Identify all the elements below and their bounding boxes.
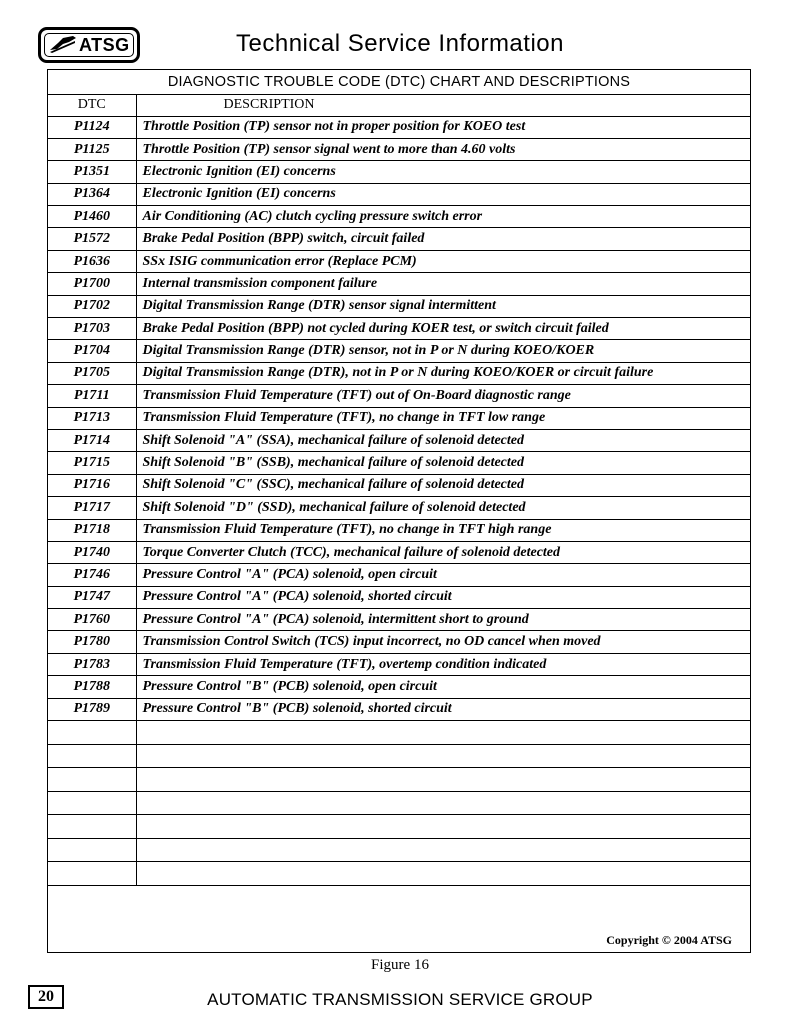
page-title: Technical Service Information: [236, 30, 564, 57]
table-row: [48, 206, 750, 228]
dtc-description-cell: Internal transmission component failure: [136, 273, 750, 295]
dtc-description-cell: Transmission Fluid Temperature (TFT) out of On-Board diagnostic range: [136, 385, 750, 407]
dtc-code-cell: P1364: [48, 183, 136, 205]
dtc-description-cell: Digital Transmission Range (DTR), not in P or N during KOEO/KOER or circuit failure: [136, 362, 750, 384]
logo-text: ATSG: [79, 34, 130, 55]
table-row: [48, 228, 750, 250]
dtc-description-cell: [136, 791, 750, 815]
table-row: [48, 631, 750, 653]
dtc-code-cell: P1716: [48, 474, 136, 496]
dtc-code-cell: P1783: [48, 653, 136, 675]
dtc-description-cell: Transmission Control Switch (TCS) input incorrect, no OD cancel when moved: [136, 631, 750, 653]
dtc-description-cell: [136, 815, 750, 839]
figure-caption: Figure 16: [371, 957, 429, 973]
dtc-description-cell: Transmission Fluid Temperature (TFT), overtemp condition indicated: [136, 653, 750, 675]
table-row: [48, 183, 750, 205]
copyright-notice: Copyright © 2004 ATSG: [606, 933, 732, 947]
dtc-description-cell: Air Conditioning (AC) clutch cycling pressure switch error: [136, 206, 750, 228]
dtc-code-cell: P1704: [48, 340, 136, 362]
dtc-description-cell: Shift Solenoid "B" (SSB), mechanical failure of solenoid detected: [136, 452, 750, 474]
table-row: [48, 295, 750, 317]
empty-table-row: [48, 768, 750, 792]
dtc-description-cell: Brake Pedal Position (BPP) not cycled during KOER test, or switch circuit failed: [136, 318, 750, 340]
dtc-code-cell: P1700: [48, 273, 136, 295]
page-number: 20: [28, 985, 64, 1009]
dtc-code-cell: P1351: [48, 161, 136, 183]
dtc-code-cell: [48, 815, 136, 839]
table-row: [48, 676, 750, 698]
dtc-description-cell: Shift Solenoid "A" (SSA), mechanical failure of solenoid detected: [136, 429, 750, 451]
dtc-code-cell: P1747: [48, 586, 136, 608]
table-row: [48, 250, 750, 272]
dtc-description-cell: Digital Transmission Range (DTR) sensor, not in P or N during KOEO/KOER: [136, 340, 750, 362]
dtc-code-cell: P1714: [48, 429, 136, 451]
table-caption-row: [48, 70, 750, 94]
table-row: [48, 452, 750, 474]
dtc-code-cell: P1746: [48, 564, 136, 586]
empty-table-row: [48, 721, 750, 745]
dtc-code-cell: [48, 744, 136, 768]
dtc-description-cell: Electronic Ignition (EI) concerns: [136, 183, 750, 205]
table-row: [48, 698, 750, 720]
footer-org-name: AUTOMATIC TRANSMISSION SERVICE GROUP: [207, 990, 593, 1009]
dtc-description-cell: Pressure Control "A" (PCA) solenoid, intermittent short to ground: [136, 609, 750, 631]
dtc-description-cell: Shift Solenoid "D" (SSD), mechanical failure of solenoid detected: [136, 497, 750, 519]
dtc-code-cell: [48, 768, 136, 792]
dtc-code-cell: P1789: [48, 698, 136, 720]
empty-table-row: [48, 791, 750, 815]
table-row: [48, 429, 750, 451]
table-row: [48, 362, 750, 384]
dtc-description-cell: Throttle Position (TP) sensor not in proper position for KOEO test: [136, 116, 750, 138]
dtc-code-cell: P1718: [48, 519, 136, 541]
table-row: [48, 519, 750, 541]
empty-table-row: [48, 744, 750, 768]
dtc-description-cell: Transmission Fluid Temperature (TFT), no change in TFT low range: [136, 407, 750, 429]
dtc-code-cell: P1717: [48, 497, 136, 519]
dtc-code-cell: P1702: [48, 295, 136, 317]
empty-table-row: [48, 862, 750, 886]
empty-table-row: [48, 815, 750, 839]
dtc-description-cell: Digital Transmission Range (DTR) sensor signal intermittent: [136, 295, 750, 317]
dtc-code-cell: P1705: [48, 362, 136, 384]
dtc-description-cell: Shift Solenoid "C" (SSC), mechanical failure of solenoid detected: [136, 474, 750, 496]
table-row: [48, 273, 750, 295]
dtc-table: [48, 70, 750, 886]
column-header-description: DESCRIPTION: [136, 94, 750, 116]
table-row: [48, 497, 750, 519]
dtc-description-cell: Electronic Ignition (EI) concerns: [136, 161, 750, 183]
dtc-code-cell: P1740: [48, 541, 136, 563]
dtc-description-cell: Transmission Fluid Temperature (TFT), no change in TFT high range: [136, 519, 750, 541]
dtc-code-cell: P1636: [48, 250, 136, 272]
dtc-description-cell: [136, 721, 750, 745]
dtc-description-cell: [136, 862, 750, 886]
dtc-code-cell: P1711: [48, 385, 136, 407]
dtc-table-frame: [47, 69, 751, 953]
dtc-code-cell: P1780: [48, 631, 136, 653]
dtc-code-cell: [48, 862, 136, 886]
dtc-description-cell: [136, 744, 750, 768]
dtc-description-cell: SSx ISIG communication error (Replace PCM): [136, 250, 750, 272]
dtc-code-cell: P1124: [48, 116, 136, 138]
dtc-description-cell: Pressure Control "B" (PCB) solenoid, open circuit: [136, 676, 750, 698]
dtc-code-cell: P1572: [48, 228, 136, 250]
dtc-description-cell: Torque Converter Clutch (TCC), mechanical failure of solenoid detected: [136, 541, 750, 563]
dtc-description-cell: Pressure Control "A" (PCA) solenoid, shorted circuit: [136, 586, 750, 608]
table-row: [48, 407, 750, 429]
table-caption: DIAGNOSTIC TROUBLE CODE (DTC) CHART AND DESCRIPTIONS: [48, 70, 750, 94]
dtc-code-cell: P1760: [48, 609, 136, 631]
table-row: [48, 340, 750, 362]
table-row: [48, 564, 750, 586]
table-row: [48, 541, 750, 563]
table-row: [48, 138, 750, 160]
table-row: [48, 586, 750, 608]
table-row: [48, 609, 750, 631]
dtc-code-cell: P1713: [48, 407, 136, 429]
dtc-code-cell: [48, 721, 136, 745]
table-row: [48, 161, 750, 183]
table-row: [48, 474, 750, 496]
dtc-description-cell: Brake Pedal Position (BPP) switch, circuit failed: [136, 228, 750, 250]
empty-table-row: [48, 838, 750, 862]
dtc-description-cell: [136, 768, 750, 792]
dtc-description-cell: Pressure Control "A" (PCA) solenoid, open circuit: [136, 564, 750, 586]
table-row: [48, 653, 750, 675]
dtc-description-cell: Throttle Position (TP) sensor signal went to more than 4.60 volts: [136, 138, 750, 160]
dtc-code-cell: P1788: [48, 676, 136, 698]
dtc-description-cell: Pressure Control "B" (PCB) solenoid, shorted circuit: [136, 698, 750, 720]
table-row: [48, 318, 750, 340]
dtc-code-cell: P1703: [48, 318, 136, 340]
dtc-code-cell: [48, 791, 136, 815]
dtc-code-cell: P1125: [48, 138, 136, 160]
table-row: [48, 385, 750, 407]
dtc-description-cell: [136, 838, 750, 862]
table-row: [48, 116, 750, 138]
column-header-dtc: DTC: [48, 94, 136, 116]
dtc-code-cell: [48, 838, 136, 862]
table-header-row: [48, 94, 750, 116]
dtc-code-cell: P1460: [48, 206, 136, 228]
dtc-code-cell: P1715: [48, 452, 136, 474]
